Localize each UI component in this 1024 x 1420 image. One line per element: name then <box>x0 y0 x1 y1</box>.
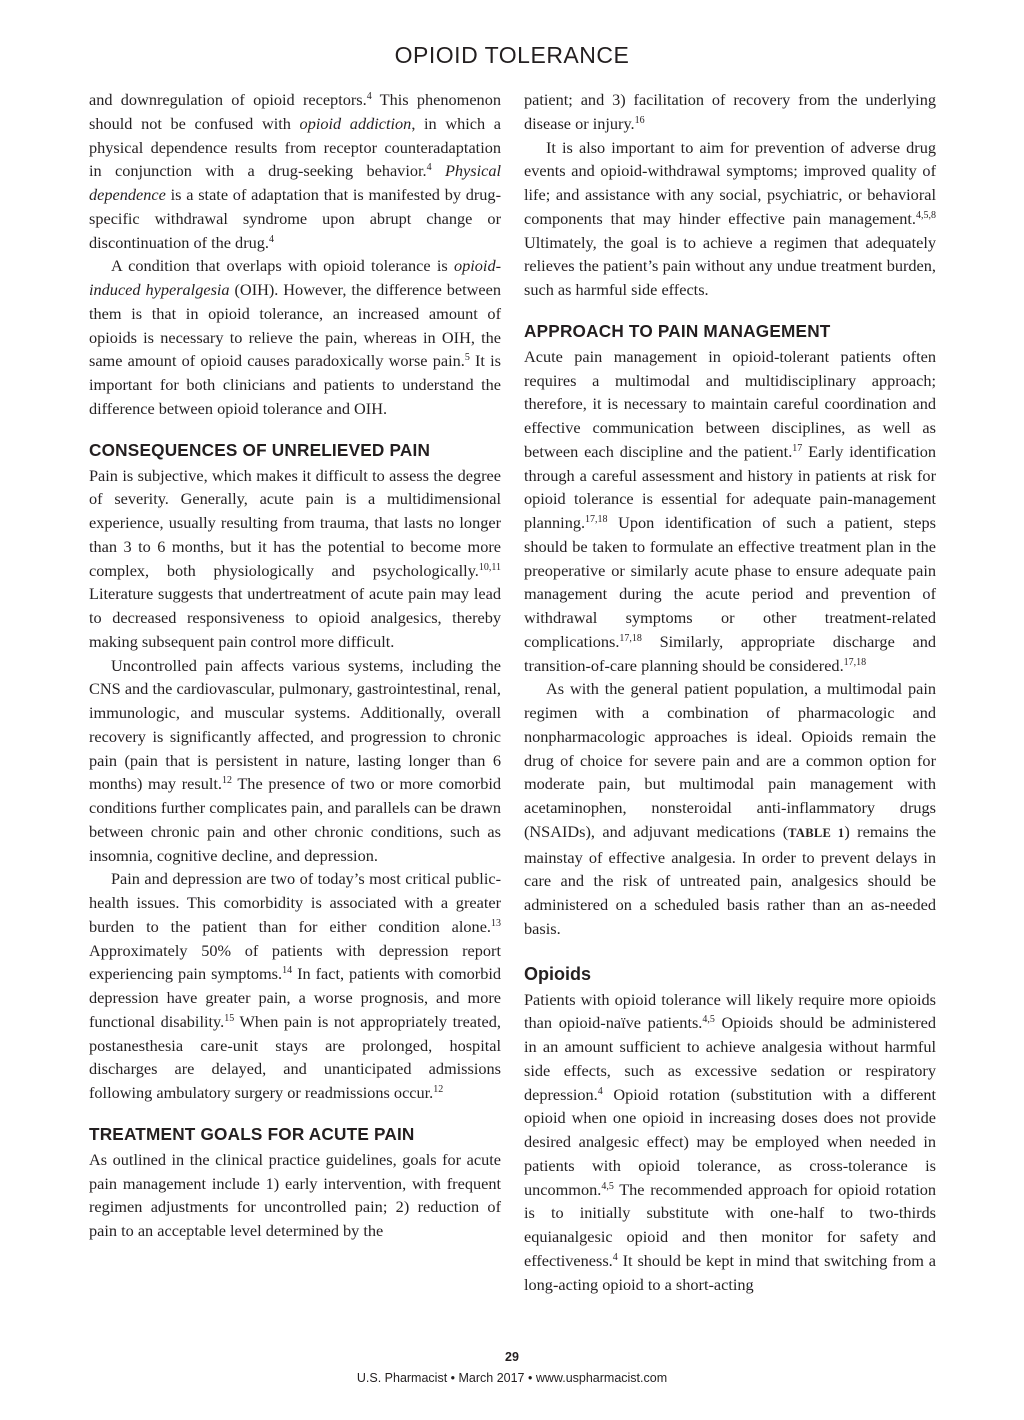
paragraph: and downregulation of opioid receptors.$^4$ This phenomenon should not be confused with opioid addiction, in which a physical dependence results from receptor counteradaptation in conjunction with a drug-seeking behavior.$^4$ Physical dependence is a state of adaptation that is manifested by drug-specific withdrawal syndrome upon abrupt change or discontinuation of the drug.$^4$ <box>89 90 502 252</box>
paragraph: It is also important to aim for prevention of adverse drug events and opioid-withdrawal symptoms; improved quality of life; and assistance with any social, psychiatric, or behavioral components that may hinder effective pain management.$^{4,5,8}$ Ultimately, the goal is to achieve a regimen that adequately relieves the patient’s pain without any undue treatment burden, such as harmful side effects. <box>524 137 936 299</box>
paragraph: Uncontrolled pain affects various systems, including the CNS and the cardiovascular, pulmonary, gastrointestinal, renal, immunologic, and muscular systems. Additionally, overall recovery is significantly affected, and progression to chronic pain (pain that is persistent in nature, lasting longer than 6 months) may result.$^{12}$ The presence of two or more comorbid conditions further complicates pain, and parallels can be drawn between chronic pain and other chronic conditions, such as insomnia, cognitive decline, and depression. <box>89 655 502 865</box>
paragraph: patient; and 3) facilitation of recovery from the underlying disease or injury.$^{16}$ <box>524 90 936 133</box>
section-heading-approach: APPROACH TO PAIN MANAGEMENT <box>524 320 831 341</box>
paragraph: A condition that overlaps with opioid tolerance is opioid-induced hyperalgesia (OIH). However, the difference between them is that in opioid tolerance, an increased amount of opioids is necessary to relieve the pain, whereas in OIH, the same amount of opioid causes paradoxically worse pain.$^5$ It is important for both clinicians and patients to understand the difference between opioid tolerance and OIH. <box>89 256 501 418</box>
section-heading-treatment-goals: TREATMENT GOALS FOR ACUTE PAIN <box>89 1123 415 1144</box>
paragraph: Pain is subjective, which makes it difficult to assess the degree of severity. Generally, acute pain is a multidimensional experience, usually resulting from trauma, that lasts no longer than 3 to 6 months, but it has the potential to become more complex, both physiologically and psychologically.$^{10,11}$ Literature suggests that undertreatment of acute pain may lead to decreased responsiveness to opioid analgesics, thereby making subsequent pain control more difficult. <box>89 465 501 651</box>
section-heading-consequences: CONSEQUENCES OF UNRELIEVED PAIN <box>89 439 431 460</box>
paragraph: Acute pain management in opioid-tolerant patients often requires a multimodal and multidisciplinary approach; therefore, it is necessary to maintain careful coordination and effective communication between disciplines, as well as between each discipline and the patient.$^{17}$ Early identification through a careful assessment and history in patients at risk for opioid tolerance is essential for adequate pain-management planning.$^{17,18}$ Upon identification of such a patient, steps should be taken to formulate an effective treatment plan in the preoperative or similarly acute phase to ensure adequate pain management during the acute period and prevention of withdrawal symptoms or other treatment-related complications.$^{17,18}$ Similarly, appropriate discharge and transition-of-care planning should be considered.$^{17,18}$ <box>524 346 936 675</box>
paragraph: As outlined in the clinical practice guidelines, goals for acute pain management include 1) early intervention, with frequent regimen adjustments for uncontrolled pain; 2) reduction of pain to an acceptable level determined by the <box>89 1149 501 1240</box>
subsection-heading-opioids: Opioids <box>524 963 591 984</box>
paragraph: Patients with opioid tolerance will likely require more opioids than opioid-naïve patients.$^{4,5}$ Opioids should be administered in an amount sufficient to achieve analgesia without harmful side effects, such as excessive sedation or respiratory depression.$^4$ Opioid rotation (substitution with a different opioid when one opioid in increasing doses does not provide desired analgesic effect) may be employed when needed in patients with opioid tolerance, as cross-tolerance is uncommon.$^{4,5}$ The recommended approach for opioid rotation is to initially substitute with one-half to two-thirds equianalgesic opioid and then monitor for safety and effectiveness.$^4$ It should be kept in mind that switching from a long-acting opioid to a short-acting <box>524 989 936 1294</box>
paragraph: As with the general patient population, a multimodal pain regimen with a combination of pharmacologic and nonpharmacologic approaches is ideal. Opioids remain the drug of choice for severe pain and are a common option for moderate pain, but multimodal pain management with acetaminophen, nonsteroidal anti-inflammatory drugs (NSAIDs), and adjuvant medications (TABLE 1) remains the mainstay of effective analgesia. In order to prevent delays in care and the risk of untreated pain, analgesics should be administered on a scheduled basis rather than an as-needed basis. <box>524 679 936 938</box>
footer-publication-line: U.S. Pharmacist • March 2017 • www.uspharmacist.com <box>356 1371 668 1385</box>
page-number: 29 <box>505 1350 519 1364</box>
table-reference: TABLE 1 <box>788 825 845 840</box>
right-column <box>524 88 936 1296</box>
running-head: OPIOID TOLERANCE <box>394 42 630 68</box>
paragraph: Pain and depression are two of today’s most critical public-health issues. This comorbidity is associated with a greater burden to the patient than for either condition alone.$^{13}$ Approximately 50% of patients with depression report experiencing pain symptoms.$^{14}$ In fact, patients with comorbid depression have greater pain, a worse prognosis, and more functional disability.$^{15}$ When pain is not appropriately treated, postanesthesia care-unit stays are prolonged, hospital discharges are delayed, and unanticipated admissions following ambulatory surgery or readmissions occur.$^{12}$ <box>89 869 502 1102</box>
left-column <box>89 88 501 1243</box>
